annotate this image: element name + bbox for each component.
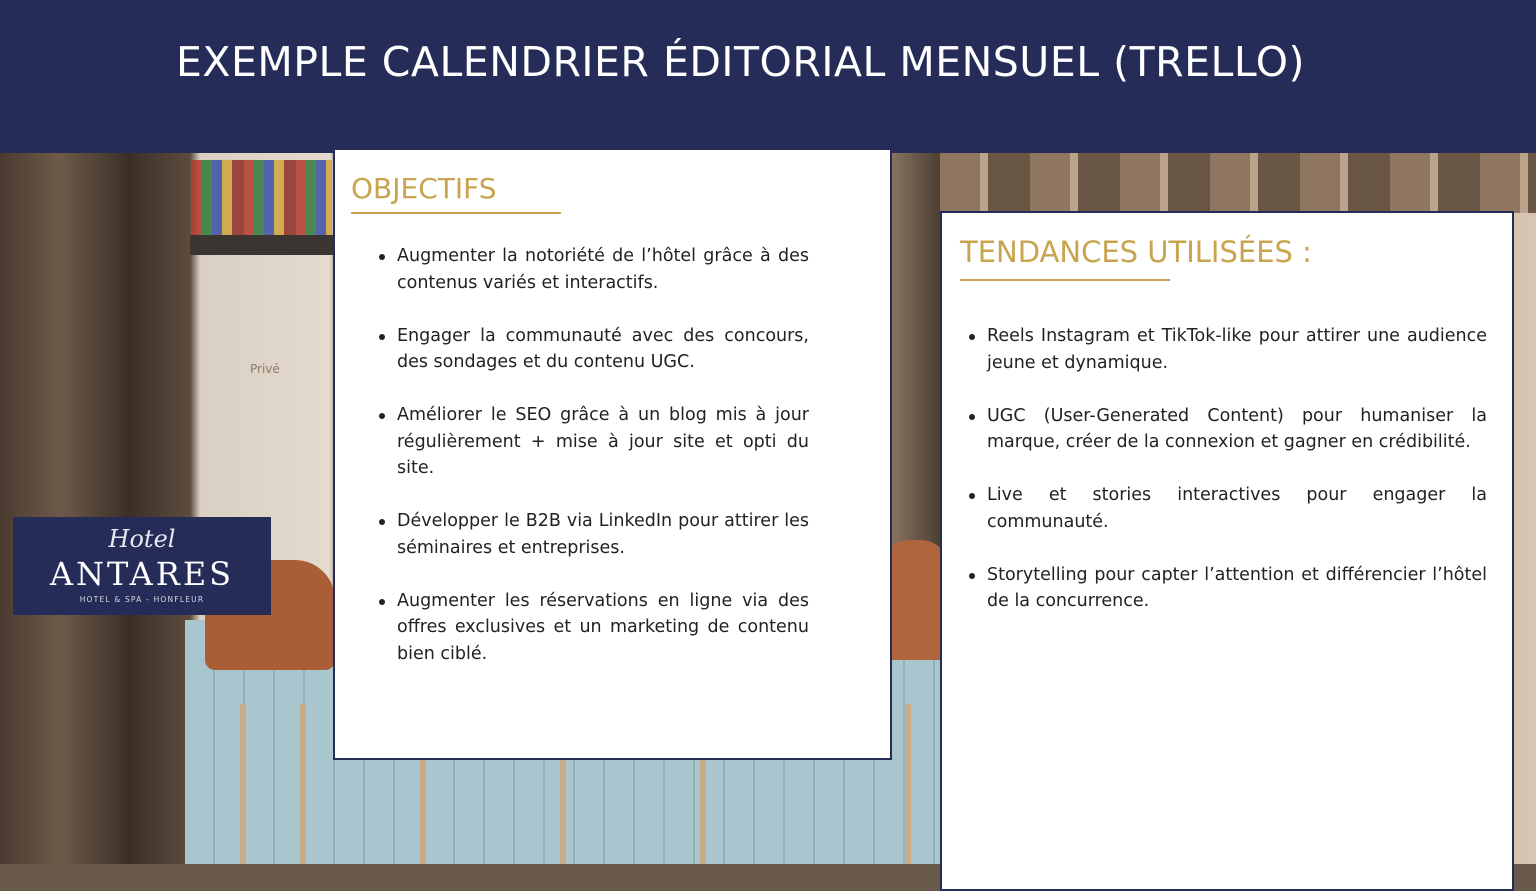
list-item [397,243,809,296]
list-item [397,588,809,668]
bullet-icon [969,414,975,420]
list-item-text: Storytelling pour capter l’attention et différencier l’hôtel de la concurrence. [987,564,1487,611]
background-stool-leg [905,704,911,864]
list-item-text: Augmenter la notoriété de l’hôtel grâce à des contenus variés et interactifs. [397,246,809,293]
logo-name: ANTARES [49,555,235,593]
background-sign: Privé [250,362,280,376]
objectives-panel [333,148,892,760]
bullet-icon [969,573,975,579]
list-item-text: Reels Instagram et TikTok-like pour attirer une audience jeune et dynamique. [987,326,1487,373]
logo-script-text: Hotel [108,525,176,553]
bullet-icon [379,519,385,525]
list-item [987,562,1487,615]
list-item-text: Améliorer le SEO grâce à un blog mis à jour régulièrement + mise à jour site et opti du site. [397,405,809,478]
background-shelf [190,235,335,255]
background-bottles [192,160,332,238]
hotel-logo [13,517,271,615]
list-item [987,403,1487,456]
list-item [987,323,1487,376]
list-item-text: Live et stories interactives pour engager la communauté. [987,485,1487,532]
list-item [987,482,1487,535]
bullet-icon [379,254,385,260]
objectives-heading-rule [351,212,561,214]
trends-heading: TENDANCES UTILISÉES : [960,235,1312,269]
list-item-text: UGC (User-Generated Content) pour humaniser la marque, créer de la connexion et gagner en crédibilité. [987,405,1487,452]
background-stool-leg [300,704,306,864]
bullet-icon [379,413,385,419]
list-item [397,323,809,376]
page-title: EXEMPLE CALENDRIER ÉDITORIAL MENSUEL (TRELLO) [176,38,1306,86]
list-item [397,402,809,482]
bullet-icon [379,334,385,340]
list-item [397,508,809,561]
objectives-heading: OBJECTIFS [351,172,497,205]
background-stool-leg [240,704,246,864]
trends-panel [940,211,1514,891]
logo-subtitle: HOTEL & SPA - HONFLEUR [79,595,205,604]
bullet-icon [969,334,975,340]
trends-heading-rule [960,279,1170,281]
objectives-list [397,243,809,694]
header-bar [0,0,1536,153]
list-item-text: Augmenter les réservations en ligne via des offres exclusives et un marketing de contenu bien ciblé. [397,590,809,664]
background-wood-panel [940,153,1536,213]
bullet-icon [969,493,975,499]
list-item-text: Engager la communauté avec des concours, des sondages et du contenu UGC. [397,325,809,372]
bullet-icon [379,599,385,605]
trends-list [987,323,1487,641]
list-item-text: Développer le B2B via LinkedIn pour attirer les séminaires et entreprises. [397,511,809,558]
